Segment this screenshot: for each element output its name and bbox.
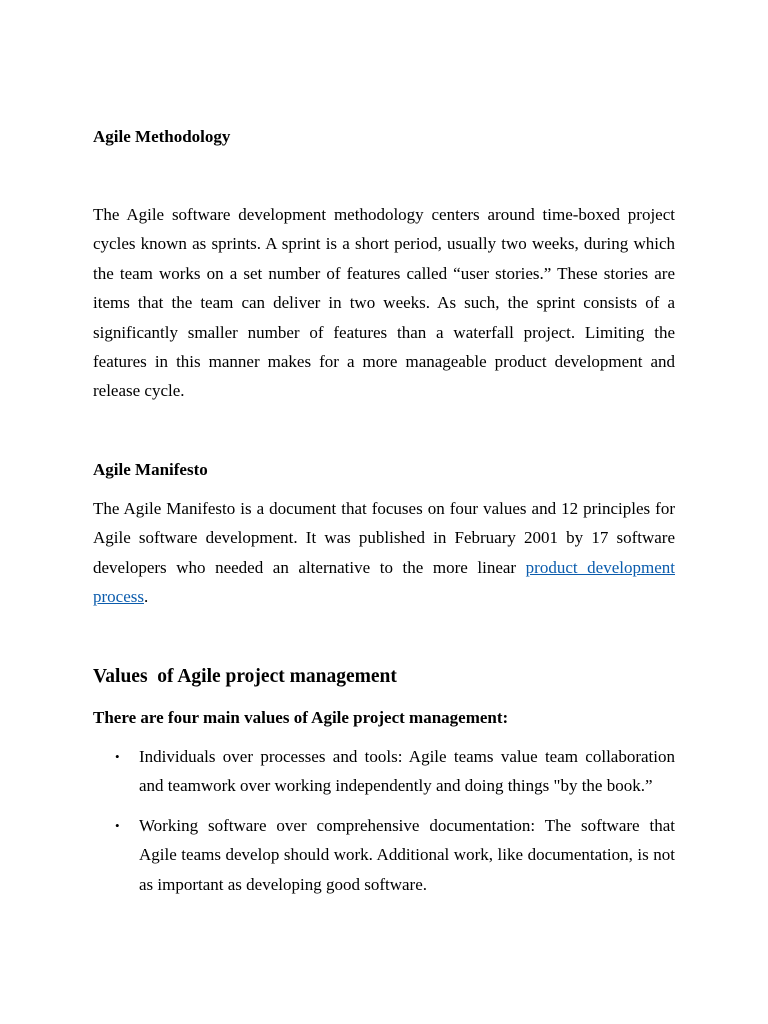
values-subheading: There are four main values of Agile project management: (93, 708, 509, 727)
bullet-icon: • (115, 749, 120, 764)
agile-manifesto-paragraph (93, 494, 675, 612)
manifesto-text: The Agile Manifesto is a document that focuses on four values and 12 principles for Agile software development. It was published in February 2001 by 17 software developers who needed an alternative to the more linear (93, 499, 675, 577)
section-heading-agile-manifesto: Agile Manifesto (93, 460, 208, 479)
bullet-icon: • (115, 817, 120, 833)
values-list (93, 742, 675, 909)
section-heading-agile-methodology: Agile Methodology (93, 127, 231, 146)
list-item (93, 811, 675, 899)
list-item (93, 742, 675, 801)
section-heading-values: Values of Agile project management (93, 666, 397, 687)
manifesto-text-end: . (143, 587, 149, 607)
list-item-text: Working software over comprehensive documentation: The software that Agile teams develop should work. Additional work, like documentation, is not as important as developing good software. (139, 815, 675, 894)
list-item-text: Individuals over processes and tools: Agile teams value team collaboration and teamwork over working independently and doing things "by the book.” (139, 747, 675, 796)
product-development-process-link[interactable]: product development process (93, 557, 675, 607)
agile-methodology-paragraph: The Agile software development methodology centers around time-boxed project cycles known as sprints. A sprint is a short period, usually two weeks, during which the team works on a set number of features called “user stories.” These stories are items that the team can deliver in two weeks. As such, the sprint consists of a significantly smaller number of features than a waterfall project. Limiting the features in this manner makes for a more manageable product development and release cycle. (93, 205, 675, 401)
